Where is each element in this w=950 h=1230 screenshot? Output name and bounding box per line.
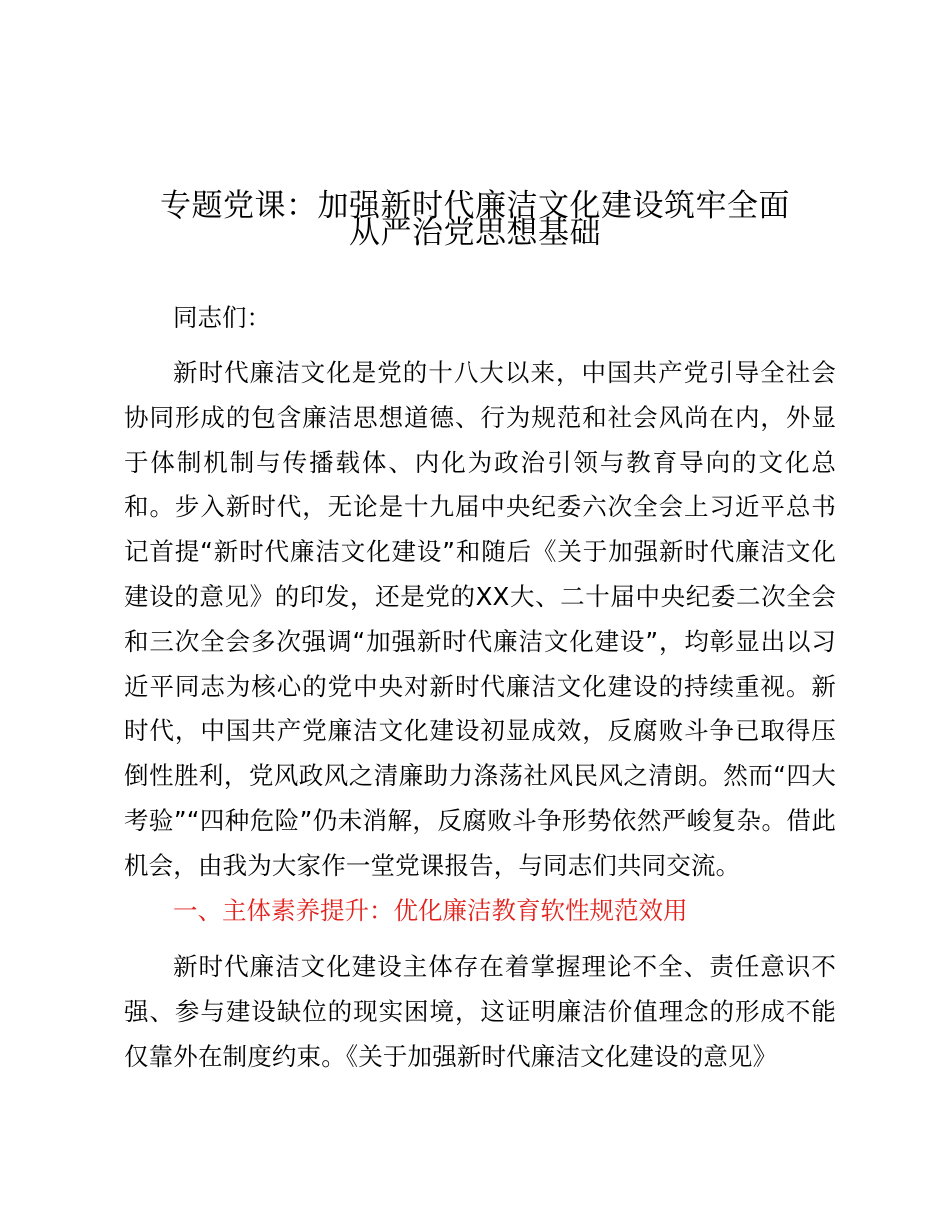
paragraph-intro: 新时代廉洁文化是党的十八大以来，中国共产党引导全社会协同形成的包含廉洁思想道德、行为规范和社会风尚在内，外显于体制机制与传播载体、内化为政治引领与教育导向的文化总和。步入新时代，无论是十九届中央纪委六次全会上习近平总书记首提“新时代廉洁文化建设”和随后《关于加强新时代廉洁文化建设的意见》的印发，还是党的XX大、二十届中央纪委二次全会和三次全会多次强调“加强新时代廉洁文化建设”，均彰显出以习近平同志为核心的党中央对新时代廉洁文化建设的持续重视。新时代，中国共产党廉洁文化建设初显成效，反腐败斗争已取得压倒性胜利，党风政风之清廉助力涤荡社风民风之清朗。然而“四大考验”“四种危险”仍未消解，反腐败斗争形势依然严峻复杂。借此机会，由我为大家作一堂党课报告，与同志们共同交流。 xyxy=(124,358,836,880)
section-heading-1: 一、主体素养提升：优化廉洁教育软性规范效用 xyxy=(173,896,688,925)
greeting: 同志们： xyxy=(173,303,271,332)
document-title-line2: 从严治党思想基础 xyxy=(349,215,601,251)
paragraph-section1: 新时代廉洁文化建设主体存在着掌握理论不全、责任意识不强、参与建设缺位的现实困境，这证明廉洁价值理念的形成不能仅靠外在制度约束。《关于加强新时代廉洁文化建设的意见》 xyxy=(124,952,836,1071)
document-title-line1: 专题党课：加强新时代廉洁文化建设筑牢全面 xyxy=(160,188,790,224)
